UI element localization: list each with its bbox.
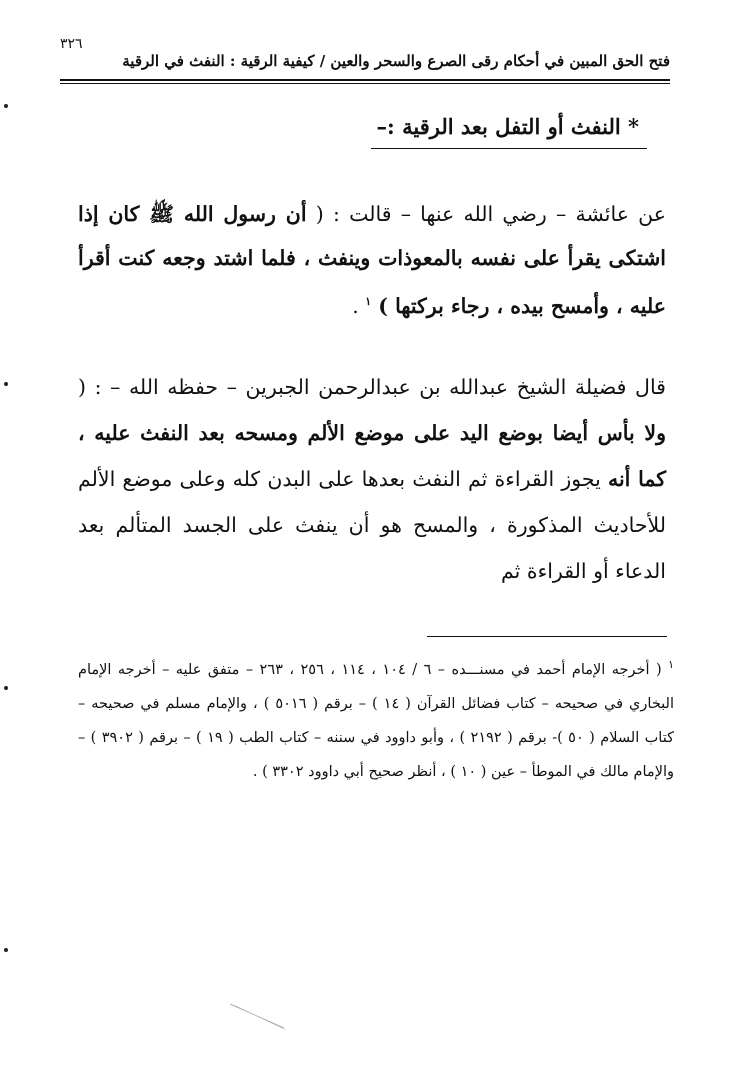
footnote <box>78 648 674 789</box>
hadith-text: أن رسول الله ﷺ كان إذا اشتكى يقرأ على نفسه بالمعوذات وينفث ، فلما اشتد وجعه كنت أقرأ عليه ، وأمسح بيده ، رجاء بركتها ) <box>78 202 666 318</box>
page-number: ٣٢٦ <box>60 36 83 52</box>
margin-dot <box>4 382 8 386</box>
quote-text-bold: ولا بأس أيضا بوضع اليد على موضع الألم ومسحه بعد النفث عليه ، كما أنه <box>78 421 666 491</box>
margin-dot <box>4 948 8 952</box>
section-heading: * النفث أو التفل بعد الرقية :– <box>376 114 639 139</box>
footnote-reference: ١ <box>365 295 372 308</box>
footnote-number: ١ <box>668 658 674 671</box>
scan-mark <box>228 1002 288 1032</box>
hadith-intro: عن عائشة – رضي الله عنها – قالت : ( <box>306 202 667 226</box>
hadith-paragraph <box>78 192 666 328</box>
margin-dot <box>4 104 8 108</box>
hadith-end: . <box>352 293 366 318</box>
margin-dot <box>4 686 8 690</box>
heading-underline <box>371 148 647 149</box>
quote-intro: قال فضيلة الشيخ عبدالله بن عبدالرحمن الجبرين – حفظه الله – : ( <box>78 375 666 399</box>
footnote-separator <box>427 636 667 637</box>
header-rule <box>60 79 670 84</box>
footnote-text: ( أخرجه الإمام أحمد في مسنـــده – ٦ / ١٠٤ ، ١١٤ ، ٢٥٦ ، ٢٦٣ – متفق عليه – أخرجه الإمام البخاري في صحيحه – كتاب فضائل القرآن ( ١٤ ) – برقم ( ٥٠١٦ ) ، والإمام مسلم في صحيحه – كتاب السلام ( ٥٠ )- برقم ( ٢١٩٢ ) ، وأبو داوود في سننه – كتاب الطب ( ١٩ ) – برقم ( ٣٩٠٢ ) – والإمام مالك في الموطأ – عين ( ١٠ ) ، أنظر صحيح أبي داوود ٣٣٠٢ ) . <box>78 661 674 780</box>
header-title: فتح الحق المبين في أحكام رقى الصرع والسحر والعين / كيفية الرقية : النفث في الرقية <box>122 52 670 70</box>
scholar-quote-paragraph <box>78 364 666 594</box>
running-header <box>60 34 670 78</box>
quote-text-continuation: يجوز القراءة ثم النفث بعدها على البدن كله وعلى موضع الألم للأحاديث المذكورة ، والمسح هو أن ينفث على الجسد المتألم بعد الدعاء أو القراءة ثم <box>78 467 666 583</box>
